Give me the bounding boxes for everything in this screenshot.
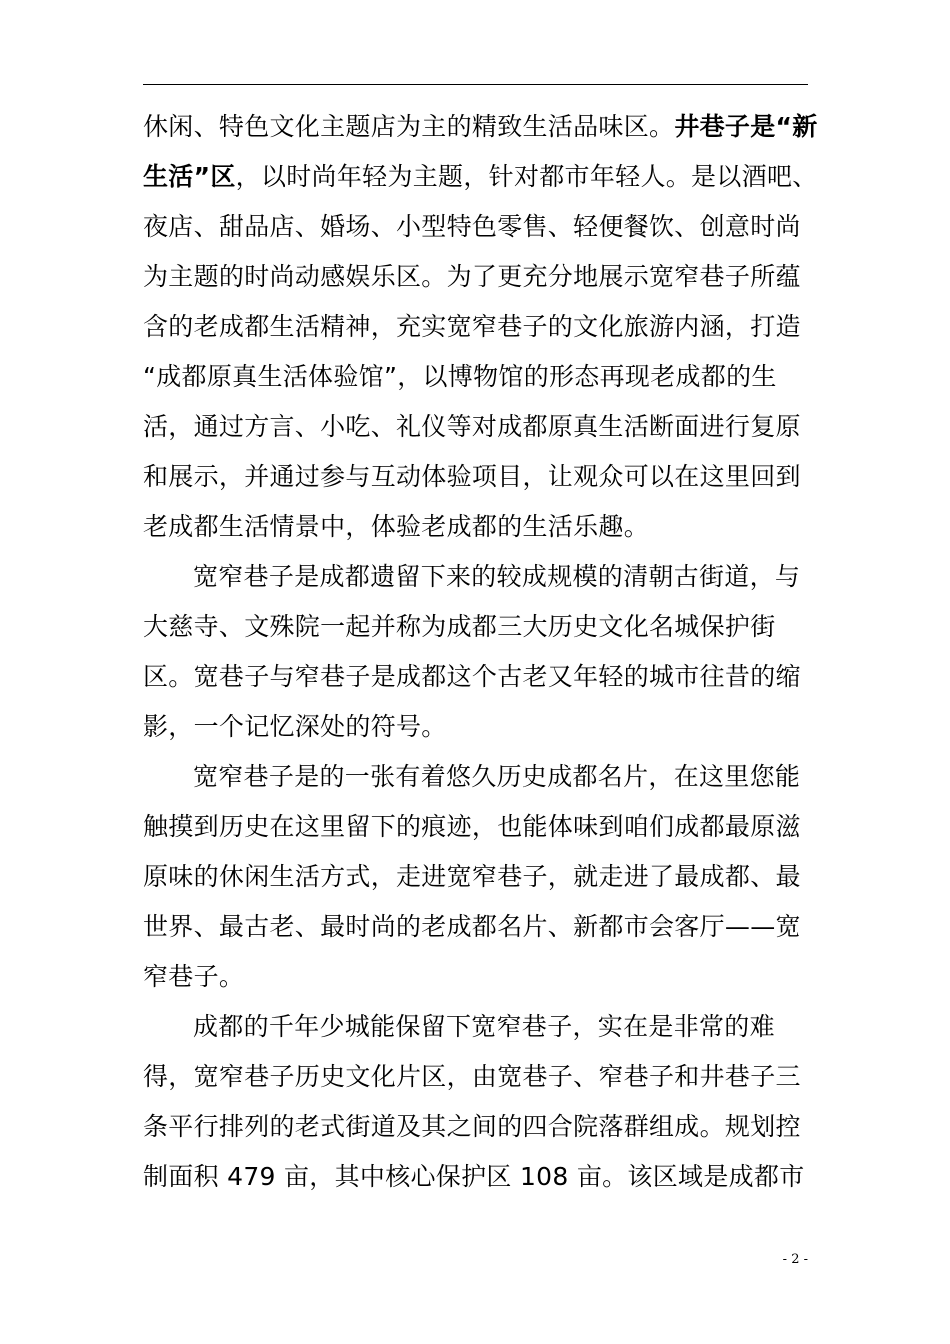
text-line xyxy=(143,302,843,352)
text-line xyxy=(143,852,843,902)
text-line xyxy=(143,702,843,752)
text-line xyxy=(143,502,843,552)
text-segment: 含的老成都生活精神，充实宽窄巷子的文化旅游内涵，打造 xyxy=(143,312,801,341)
text-line xyxy=(143,1002,843,1052)
text-segment: 影，一个记忆深处的符号。 xyxy=(143,712,447,741)
text-line xyxy=(143,952,843,1002)
text-line xyxy=(143,252,843,302)
text-segment: 得，宽窄巷子历史文化片区，由宽巷子、窄巷子和井巷子三 xyxy=(143,1062,801,1091)
page-number: - 2 - xyxy=(782,1252,808,1267)
text-segment: 制面积 479 亩，其中核心保护区 108 亩。该区域是成都市 xyxy=(143,1162,805,1191)
text-line xyxy=(143,352,843,402)
text-segment: 宽窄巷子是成都遗留下来的较成规模的清朝古街道，与 xyxy=(193,562,801,591)
text-line xyxy=(143,1152,843,1202)
text-segment: 原味的休闲生活方式，走进宽窄巷子，就走进了最成都、最 xyxy=(143,862,801,891)
text-segment: “成都原真生活体验馆”，以博物馆的形态再现老成都的生 xyxy=(143,362,777,391)
text-segment: 活，通过方言、小吃、礼仪等对成都原真生活断面进行复原 xyxy=(143,412,801,441)
text-line xyxy=(143,402,843,452)
text-line xyxy=(143,752,843,802)
paragraph xyxy=(143,752,843,1002)
paragraph xyxy=(143,1002,843,1202)
text-line xyxy=(143,802,843,852)
text-segment: 窄巷子。 xyxy=(143,962,245,991)
paragraph xyxy=(143,552,843,752)
text-segment: ，以时尚年轻为主题，针对都市年轻人。是以酒吧、 xyxy=(235,162,818,191)
text-segment: 区。宽巷子与窄巷子是成都这个古老又年轻的城市往昔的缩 xyxy=(143,662,801,691)
text-line xyxy=(143,902,843,952)
text-segment: 触摸到历史在这里留下的痕迹，也能体味到咱们成都最原滋 xyxy=(143,812,801,841)
text-segment: 为主题的时尚动感娱乐区。为了更充分地展示宽窄巷子所蕴 xyxy=(143,262,801,291)
text-line xyxy=(143,552,843,602)
text-segment: 大慈寺、文殊院一起并称为成都三大历史文化名城保护街 xyxy=(143,612,776,641)
text-line xyxy=(143,1052,843,1102)
text-line xyxy=(143,652,843,702)
text-line xyxy=(143,602,843,652)
text-segment: 和展示，并通过参与互动体验项目，让观众可以在这里回到 xyxy=(143,462,801,491)
text-line xyxy=(143,152,843,202)
text-segment: 世界、最古老、最时尚的老成都名片、新都市会客厅——宽 xyxy=(143,912,801,941)
text-segment: 成都的千年少城能保留下宽窄巷子，实在是非常的难 xyxy=(193,1012,775,1041)
text-segment: 夜店、甜品店、婚场、小型特色零售、轻便餐饮、创意时尚 xyxy=(143,212,801,241)
paragraph xyxy=(143,102,843,552)
text-segment: 宽窄巷子是的一张有着悠久历史成都名片，在这里您能 xyxy=(193,762,801,791)
text-line xyxy=(143,102,843,152)
text-line xyxy=(143,1102,843,1152)
text-segment: 老成都生活情景中，体验老成都的生活乐趣。 xyxy=(143,512,650,541)
bold-text-segment: 生活”区 xyxy=(143,162,236,191)
header-rule xyxy=(143,84,808,85)
text-line xyxy=(143,202,843,252)
text-line xyxy=(143,452,843,502)
text-segment: 条平行排列的老式街道及其之间的四合院落群组成。规划控 xyxy=(143,1112,801,1141)
bold-text-segment: 井巷子是“新 xyxy=(674,112,818,141)
document-body xyxy=(143,102,843,1202)
text-segment: 休闲、特色文化主题店为主的精致生活品味区。 xyxy=(143,112,675,141)
